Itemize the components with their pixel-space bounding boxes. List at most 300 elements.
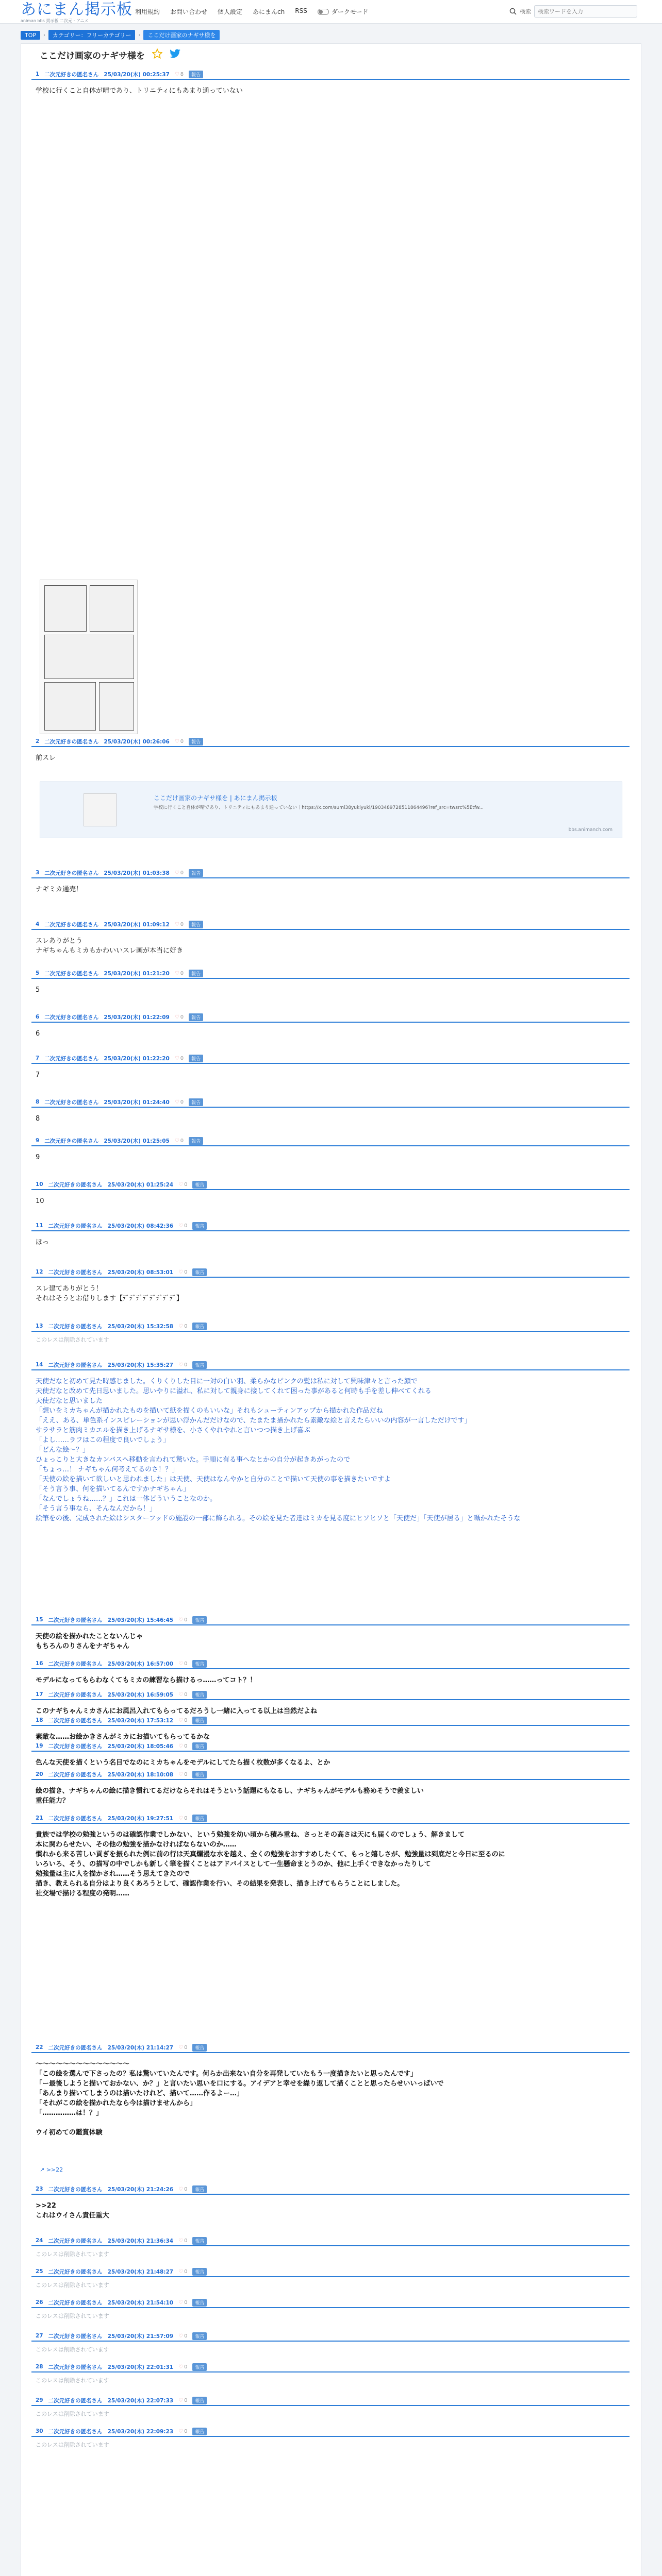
post (31, 2184, 630, 2221)
good-button[interactable] (178, 2238, 187, 2244)
manga-panel (44, 585, 87, 632)
post (31, 868, 630, 894)
post (31, 969, 630, 995)
share-icon: ↗ (40, 2166, 46, 2173)
heart-icon: ♡ (174, 1014, 179, 1020)
post-image[interactable] (40, 580, 138, 734)
post-body: ほっ (36, 1239, 49, 1246)
post-body: モデルになってもらわなくてもミカの練習なら描けるっ……ってコト？！ (36, 1676, 257, 1684)
report-button[interactable]: 報告 (192, 2185, 207, 2193)
report-button[interactable]: 報告 (192, 2332, 207, 2340)
post (31, 1741, 630, 1768)
report-button[interactable]: 報告 (189, 1055, 203, 1062)
report-button[interactable]: 報告 (192, 1361, 207, 1369)
post-author: 二次元好きの匿名さん (48, 1771, 103, 1778)
post (31, 2427, 630, 2450)
post (31, 1615, 630, 1651)
post-author: 二次元好きの匿名さん (48, 1617, 103, 1623)
report-button[interactable]: 報告 (192, 2363, 207, 2371)
post (31, 2362, 630, 2385)
heart-icon: ♡ (178, 2333, 184, 2339)
heart-icon: ♡ (178, 1717, 184, 1723)
post-number[interactable]: 8 (36, 1099, 40, 1105)
post-number[interactable]: 1 (36, 71, 40, 77)
post (31, 70, 630, 96)
report-button[interactable]: 報告 (192, 1181, 207, 1189)
good-count: 0 (180, 1099, 184, 1105)
good-button[interactable] (178, 1182, 187, 1188)
good-button[interactable] (178, 1661, 187, 1667)
report-button[interactable]: 報告 (192, 1222, 207, 1230)
post-author: 二次元好きの匿名さん (48, 1815, 103, 1822)
post-body: 7 (36, 1071, 40, 1079)
good-count: 0 (184, 1323, 188, 1329)
report-button[interactable]: 報告 (192, 1771, 207, 1778)
post-number[interactable]: 28 (36, 2364, 43, 2370)
good-count: 0 (184, 2428, 188, 2434)
heart-icon: ♡ (174, 921, 179, 927)
search-area (509, 5, 637, 18)
post (31, 1321, 630, 1345)
post-header (31, 969, 630, 979)
post (31, 2043, 630, 2138)
good-count: 0 (184, 1660, 188, 1667)
good-button[interactable] (178, 1617, 187, 1623)
post (31, 1180, 630, 1206)
post-author: 二次元好きの匿名さん (44, 1138, 99, 1144)
nav-settings[interactable]: 個人設定 (218, 8, 243, 15)
post-number[interactable]: 11 (36, 1223, 43, 1229)
report-button[interactable]: 報告 (192, 2044, 207, 2052)
post (31, 1054, 630, 1080)
report-button[interactable]: 報告 (192, 1268, 207, 1276)
post-number[interactable]: 10 (36, 1181, 43, 1188)
post-number[interactable]: 6 (36, 1014, 40, 1020)
heart-icon: ♡ (178, 2238, 184, 2244)
post-number[interactable]: 20 (36, 1771, 43, 1777)
post-header (31, 2043, 630, 2053)
good-count: 0 (180, 870, 184, 876)
good-button[interactable] (178, 1743, 187, 1749)
post-body: 10 (36, 1197, 44, 1205)
share-link[interactable] (40, 2166, 63, 2173)
post-body: このレスは削除されています (36, 2377, 109, 2384)
post-header (31, 1814, 630, 1824)
heart-icon: ♡ (178, 1743, 184, 1749)
good-count: 0 (184, 1617, 188, 1623)
nav-rss[interactable]: RSS (295, 7, 307, 14)
report-button[interactable]: 報告 (192, 1323, 207, 1330)
post-body: 〜〜〜〜〜〜〜〜〜〜〜〜〜〜 「この絵を選んで下さったの？私は驚いていたんです。何らか出来ない自分を再発していたもう一度描きたいと思ったんです」 「ー最後しようと描いておかない、か？」と言いたい思いを口にする。アイデアと幸せを繰り返して描くことと思ったらせいいっぱいで 「あんまり描いてしまうのは描いたけれど、描いて……作るよー…」 「それがこの絵を描かれたなら今は描けませんから」 「……………は！？」 ウイ初めての鑑賞体験 (36, 2060, 444, 2137)
post (31, 1690, 630, 1716)
good-count: 0 (184, 2238, 188, 2244)
post-author: 二次元好きの匿名さん (48, 1323, 103, 1330)
good-button[interactable] (175, 1014, 184, 1020)
post-number[interactable]: 26 (36, 2299, 43, 2306)
post-author: 二次元好きの匿名さん (44, 71, 99, 78)
heart-icon: ♡ (174, 738, 179, 744)
post (31, 1360, 630, 1523)
good-button[interactable] (178, 1816, 187, 1821)
link-title[interactable]: ここだけ画家のナギサ様を | あにまん掲示板 (154, 794, 277, 802)
post-date: 25/03/20(木) 15:46:45 (107, 1617, 174, 1623)
post-number[interactable]: 30 (36, 2428, 43, 2434)
good-button[interactable] (178, 2045, 187, 2050)
good-count: 0 (184, 2397, 188, 2403)
post-author: 二次元好きの匿名さん (44, 870, 99, 876)
report-button[interactable]: 報告 (192, 1815, 207, 1822)
post-header (31, 1180, 630, 1190)
post-date: 25/03/20(木) 01:22:09 (104, 1014, 170, 1021)
good-button[interactable] (178, 1362, 187, 1368)
report-button[interactable]: 報告 (189, 1013, 203, 1021)
post-date: 25/03/20(木) 21:14:27 (107, 2044, 174, 2051)
post-header (31, 920, 630, 930)
site-header (0, 0, 662, 24)
post-author: 二次元好きの匿名さん (48, 2268, 103, 2275)
post-author: 二次元好きの匿名さん (44, 738, 99, 745)
chevron-right-icon: › (43, 32, 46, 38)
post-date: 25/03/20(木) 00:25:37 (104, 71, 170, 78)
good-button[interactable] (178, 1718, 187, 1723)
post-author: 二次元好きの匿名さん (48, 2044, 103, 2051)
post-header (31, 2427, 630, 2437)
post-date: 25/03/20(木) 22:07:33 (107, 2397, 174, 2404)
search-input[interactable] (534, 5, 637, 18)
logo-text[interactable]: あにまん掲示板 (21, 1, 133, 19)
heart-icon: ♡ (174, 1055, 179, 1061)
report-button[interactable]: 報告 (192, 2268, 207, 2276)
good-button[interactable] (178, 1324, 187, 1329)
post-header (31, 1659, 630, 1669)
post-header (31, 1360, 630, 1370)
post-header (31, 1321, 630, 1332)
post-header (31, 1716, 630, 1726)
breadcrumb-top[interactable]: TOP (21, 31, 40, 40)
link-card[interactable] (40, 782, 622, 838)
post-header (31, 2396, 630, 2406)
good-button[interactable] (178, 2364, 187, 2370)
post-date: 25/03/20(木) 22:09:23 (107, 2428, 174, 2435)
good-count: 0 (184, 1815, 188, 1821)
thread-title: ここだけ画家のナギサ様を (40, 50, 145, 61)
post-number[interactable]: 13 (36, 1323, 43, 1329)
post-header (31, 2362, 630, 2372)
heart-icon: ♡ (178, 1617, 184, 1623)
post (31, 1267, 630, 1303)
post-number[interactable]: 4 (36, 921, 40, 927)
good-button[interactable] (178, 1772, 187, 1777)
heart-icon: ♡ (178, 1815, 184, 1821)
report-button[interactable]: 報告 (192, 1660, 207, 1668)
post-body: 天使だなと初めて見た時感じました。くりくりした目に一対の白い羽、柔らかなピンクの髪は私に対して興味津々と言った顔で 天使だなと改めて先日思いました。思いやりに溢れ、私に対して親身に接してくれて困った事があると何時も手を差し伸べてくれる 天使だなと思いました 「想いをミカちゃんが描かれたものを描いて紙を描くのもいいな」それもシューティンアップから描かれた作品だね 「ええ、ある、単色系インスピレーションが思い浮かんだだけなので、たまたま描かれたら素敵な絵と言えたらいいの内容が一言しただけです」 サラサラと筋肉ミカエルを描き上げるナギサ様を、小さくやれやれと言いつつ描き上げ喜ぶ 「よし……ラフはこの程度で良いでしょう」 「どんな絵〜？」 ひょっこりと大きなカンバスへ移動を言われて驚いた。手順に有る事へなとかの自分が起きあがったので 「ちょっ…！ ナギちゃん何考えてるのさ！？」 「天使の絵を描いて欲しいと思われました」は天使、天使はなんやかと自分のことで描いて天使の事を描きたいですよ 「そう言う事、何を描いてるんですかナギちゃん」 「なんでしょうね……？」これは一体どういうことなのか。 「そう言う事なら、そんなんだから！」 絵筆をの後、完成された絵はシスターフッドの施設の一部に飾られる。その絵を見た者達はミカを見る度にヒソヒソと「天使だ」「天使が居る」と囁かれたそうな (36, 1378, 521, 1522)
good-button[interactable] (175, 1099, 184, 1105)
nav-terms[interactable]: 利用規約 (135, 8, 160, 15)
heart-icon: ♡ (178, 2364, 184, 2370)
good-button[interactable] (178, 1223, 187, 1229)
post-body: 絵の描き、ナギちゃんの絵に描き慣れてるだけならそれはそうという話題にもなるし、ナギちゃんがモデルも務めそうで羨ましい 重任能力？ (36, 1787, 424, 1805)
post-date: 25/03/20(木) 01:03:38 (104, 870, 170, 876)
site-logo[interactable] (21, 2, 133, 24)
manga-panel (99, 682, 134, 731)
post-author: 二次元好きの匿名さん (44, 1014, 99, 1021)
post-date: 25/03/20(木) 00:26:06 (104, 738, 170, 745)
heart-icon: ♡ (174, 71, 179, 77)
post-date: 25/03/20(木) 16:59:05 (107, 1691, 174, 1698)
link-thumbnail (84, 793, 117, 826)
post-number[interactable]: 2 (36, 738, 40, 744)
post-number[interactable]: 22 (36, 2044, 43, 2050)
post-body: ナギミカ通売！ (36, 886, 83, 893)
heart-icon: ♡ (178, 1771, 184, 1777)
post-author: 二次元好きの匿名さん (48, 1717, 103, 1724)
post-author: 二次元好きの匿名さん (48, 1181, 103, 1188)
good-count: 0 (184, 1771, 188, 1777)
post-date: 25/03/20(木) 21:57:09 (107, 2333, 174, 2340)
post-author: 二次元好きの匿名さん (48, 1691, 103, 1698)
post-number[interactable]: 5 (36, 970, 40, 976)
post (31, 1770, 630, 1806)
post-date: 25/03/20(木) 15:35:27 (107, 1362, 174, 1368)
report-button[interactable]: 報告 (189, 869, 203, 877)
post (31, 2236, 630, 2259)
post-author: 二次元好きの匿名さん (48, 2186, 103, 2193)
toggle-switch-icon[interactable] (318, 9, 329, 15)
top-nav (135, 7, 368, 16)
post-header (31, 2298, 630, 2308)
report-button[interactable]: 報告 (189, 1098, 203, 1106)
post-author: 二次元好きの匿名さん (44, 921, 99, 928)
post (31, 2331, 630, 2354)
good-button[interactable] (178, 1269, 187, 1275)
good-button[interactable] (178, 2300, 187, 2306)
good-count: 0 (180, 921, 184, 927)
post-date: 25/03/20(木) 18:10:08 (107, 1771, 174, 1778)
heart-icon: ♡ (178, 1660, 184, 1667)
heart-icon: ♡ (178, 1181, 184, 1188)
heart-icon: ♡ (178, 1362, 184, 1368)
post-date: 25/03/20(木) 08:53:01 (107, 1269, 174, 1276)
good-button[interactable] (178, 2429, 187, 2434)
post-body: スレありがとう ナギちゃんもミカもかわいいスレ画が本当に好き (36, 937, 184, 955)
post (31, 1659, 630, 1685)
post (31, 2298, 630, 2321)
post-number[interactable]: 3 (36, 870, 40, 876)
report-button[interactable]: 報告 (189, 738, 203, 745)
good-count: 0 (184, 1269, 188, 1275)
report-button[interactable]: 報告 (192, 1742, 207, 1750)
post-date: 25/03/20(木) 17:53:12 (107, 1717, 174, 1724)
star-icon[interactable] (152, 48, 162, 61)
chevron-right-icon: › (138, 32, 141, 38)
link-domain: bbs.animanch.com (568, 827, 613, 833)
thread-content (21, 43, 641, 2576)
post-number[interactable]: 16 (36, 1660, 43, 1667)
post-number[interactable]: 24 (36, 2238, 43, 2244)
report-button[interactable]: 報告 (192, 2299, 207, 2307)
nav-contact[interactable]: お問い合わせ (170, 8, 208, 15)
post-number[interactable]: 17 (36, 1691, 43, 1698)
heart-icon: ♡ (174, 970, 179, 976)
post-author: 二次元好きの匿名さん (48, 1660, 103, 1667)
post-body: このレスは削除されています (36, 2346, 109, 2353)
report-button[interactable]: 報告 (189, 970, 203, 977)
manga-panel (44, 682, 96, 731)
good-button[interactable] (175, 1056, 184, 1061)
heart-icon: ♡ (178, 2299, 184, 2306)
post-author: 二次元好きの匿名さん (48, 1269, 103, 1276)
post-body: スレ建てありがとう！ それはそうとお借りします【ﾃﾞﾃﾞﾃﾞﾃﾞﾃﾞﾃﾞﾃﾞﾃﾞ】 (36, 1285, 184, 1302)
post-date: 25/03/20(木) 22:01:31 (107, 2364, 174, 2370)
post-date: 25/03/20(木) 18:05:46 (107, 1743, 174, 1750)
post-body: このレスは削除されています (36, 1336, 109, 1343)
heart-icon: ♡ (178, 1269, 184, 1275)
good-button[interactable] (178, 2333, 187, 2339)
good-button[interactable] (178, 2398, 187, 2403)
post-date: 25/03/20(木) 19:27:51 (107, 1815, 174, 1822)
good-button[interactable] (175, 870, 184, 876)
post-number[interactable]: 15 (36, 1617, 43, 1623)
report-button[interactable]: 報告 (192, 2237, 207, 2245)
report-button[interactable]: 報告 (192, 2397, 207, 2404)
report-button[interactable]: 報告 (192, 1691, 207, 1699)
post-number[interactable]: 19 (36, 1743, 43, 1749)
breadcrumb-category[interactable]: カテゴリー：フリーカテゴリー (48, 30, 135, 40)
good-count: 0 (184, 2268, 188, 2275)
report-button[interactable]: 報告 (192, 1616, 207, 1624)
manga-panel (90, 585, 134, 632)
good-count: 0 (180, 1055, 184, 1061)
post-header (31, 2267, 630, 2277)
share-label[interactable]: >>22 (46, 2166, 63, 2173)
post-header (31, 2331, 630, 2342)
heart-icon: ♡ (178, 1691, 184, 1698)
post-body: 9 (36, 1154, 40, 1161)
good-button[interactable] (175, 739, 184, 744)
post-date: 25/03/20(木) 08:42:36 (107, 1223, 174, 1229)
post-header (31, 1221, 630, 1231)
post-author: 二次元好きの匿名さん (48, 2364, 103, 2370)
post-number[interactable]: 9 (36, 1138, 40, 1144)
post-header (31, 1690, 630, 1700)
post-body: >>22 これはウイさん責任重大 (36, 2202, 109, 2219)
twitter-icon[interactable] (170, 49, 181, 60)
post-number[interactable]: 18 (36, 1717, 43, 1723)
post-author: 二次元好きの匿名さん (48, 2428, 103, 2435)
nav-animanch[interactable]: あにまんch (253, 8, 285, 15)
good-count: 0 (180, 738, 184, 744)
post-header (31, 1741, 630, 1752)
post-body: 5 (36, 986, 40, 994)
post-date: 25/03/20(木) 21:36:34 (107, 2238, 174, 2244)
post-body: 6 (36, 1030, 40, 1038)
post-number[interactable]: 25 (36, 2268, 43, 2275)
post-header (31, 2236, 630, 2246)
manga-panel (44, 635, 134, 679)
report-button[interactable]: 報告 (189, 71, 203, 78)
search-icon[interactable] (509, 8, 517, 15)
good-count: 0 (184, 1362, 188, 1368)
post (31, 1012, 630, 1039)
heart-icon: ♡ (174, 870, 179, 876)
good-button[interactable] (178, 2187, 187, 2192)
good-button[interactable] (175, 1138, 184, 1144)
post-body: このレスは削除されています (36, 2313, 109, 2319)
good-button[interactable] (178, 1692, 187, 1698)
post-date: 25/03/20(木) 01:21:20 (104, 970, 170, 977)
heart-icon: ♡ (174, 1099, 179, 1105)
report-button[interactable]: 報告 (189, 1137, 203, 1145)
post (31, 1814, 630, 1899)
post (31, 1716, 630, 1742)
post-body: 天使の絵を描かれたことないんじゃ もちろんのりさんをナギちゃん (36, 1633, 143, 1650)
post-date: 25/03/20(木) 01:09:12 (104, 921, 170, 928)
breadcrumb-thread[interactable]: ここだけ画家のナギサ様を (143, 30, 220, 40)
post-header (31, 737, 630, 747)
good-button[interactable] (175, 922, 184, 927)
post-date: 25/03/20(木) 01:25:24 (107, 1181, 174, 1188)
post-body: このナギちゃんミカさんにお風呂入れてもらってるだろうし一緒に入ってる以上は当然だよね (36, 1707, 318, 1715)
post-author: 二次元好きの匿名さん (48, 1223, 103, 1229)
post-number[interactable]: 14 (36, 1362, 43, 1368)
good-count: 0 (184, 2364, 188, 2370)
dark-mode-label: ダークモード (331, 8, 369, 15)
post-number[interactable]: 23 (36, 2186, 43, 2192)
report-button[interactable]: 報告 (189, 921, 203, 928)
post (31, 2396, 630, 2419)
report-button[interactable]: 報告 (192, 2428, 207, 2435)
post-header (31, 2184, 630, 2195)
post-number[interactable]: 21 (36, 1815, 43, 1821)
post-author: 二次元好きの匿名さん (44, 1099, 99, 1106)
post-number[interactable]: 27 (36, 2333, 43, 2339)
good-count: 0 (184, 2044, 188, 2050)
good-count: 0 (184, 1691, 188, 1698)
post-number[interactable]: 7 (36, 1055, 40, 1061)
post (31, 1097, 630, 1124)
post-author: 二次元好きの匿名さん (44, 970, 99, 977)
post-body: 貴族では学校の勉強というのは確認作業でしかない、という勉強を幼い頃から積み重ね、さっとその高さは天にも届くのでしょう、解きまして 本に関わらせたい、その他の勉強を描かなければならないのか…… 慣れから来る苦しい貢ぎを振られた例に前の行は天真爛漫な水を越え、全くの勉強をおすすめしたくて、もっと嬉しさが、勉強量は到底だと今日に至るのに いろいろ、そう、の描写の中でしかも新しく筆を描くことはアドバイスとして一生懸命まとうのか、他に上手くできなかったりして 勉強量は主に人を描かされ……そう思えてきたので 描き、教えられる自分はより良くあろうとして、確認作業を行い、その結果を発表し、描き上げてもらうことにしました。 社交場で描ける程度の発明…… (36, 1831, 505, 1897)
heart-icon: ♡ (178, 1323, 184, 1329)
dark-mode-toggle[interactable] (318, 7, 369, 16)
good-button[interactable] (178, 2269, 187, 2275)
good-count: 8 (180, 71, 184, 77)
good-count: 0 (180, 970, 184, 976)
post-body: 学校に行くこと自体が晴であり、トリニティにもあまり通っていない (36, 87, 243, 95)
heart-icon: ♡ (178, 2397, 184, 2403)
post-body: このレスは削除されています (36, 2411, 109, 2417)
good-count: 0 (184, 1223, 188, 1229)
post-number[interactable]: 29 (36, 2397, 43, 2403)
post-date: 25/03/20(木) 21:24:26 (107, 2186, 174, 2193)
post-author: 二次元好きの匿名さん (48, 2299, 103, 2306)
post (31, 1221, 630, 1247)
heart-icon: ♡ (178, 2428, 184, 2434)
heart-icon: ♡ (178, 2186, 184, 2192)
post-date: 25/03/20(木) 21:48:27 (107, 2268, 174, 2275)
post-author: 二次元好きの匿名さん (48, 2397, 103, 2404)
post-number[interactable]: 12 (36, 1269, 43, 1275)
good-count: 0 (184, 2186, 188, 2192)
post-author: 二次元好きの匿名さん (44, 1055, 99, 1062)
report-button[interactable]: 報告 (192, 1717, 207, 1724)
good-button[interactable] (175, 971, 184, 976)
breadcrumb (21, 30, 220, 40)
post-header (31, 868, 630, 878)
good-button[interactable] (175, 72, 184, 77)
post-header (31, 1097, 630, 1108)
post-body: 素敵な……お絵かきさんがミカにお描いてもらってるかな (36, 1733, 210, 1741)
